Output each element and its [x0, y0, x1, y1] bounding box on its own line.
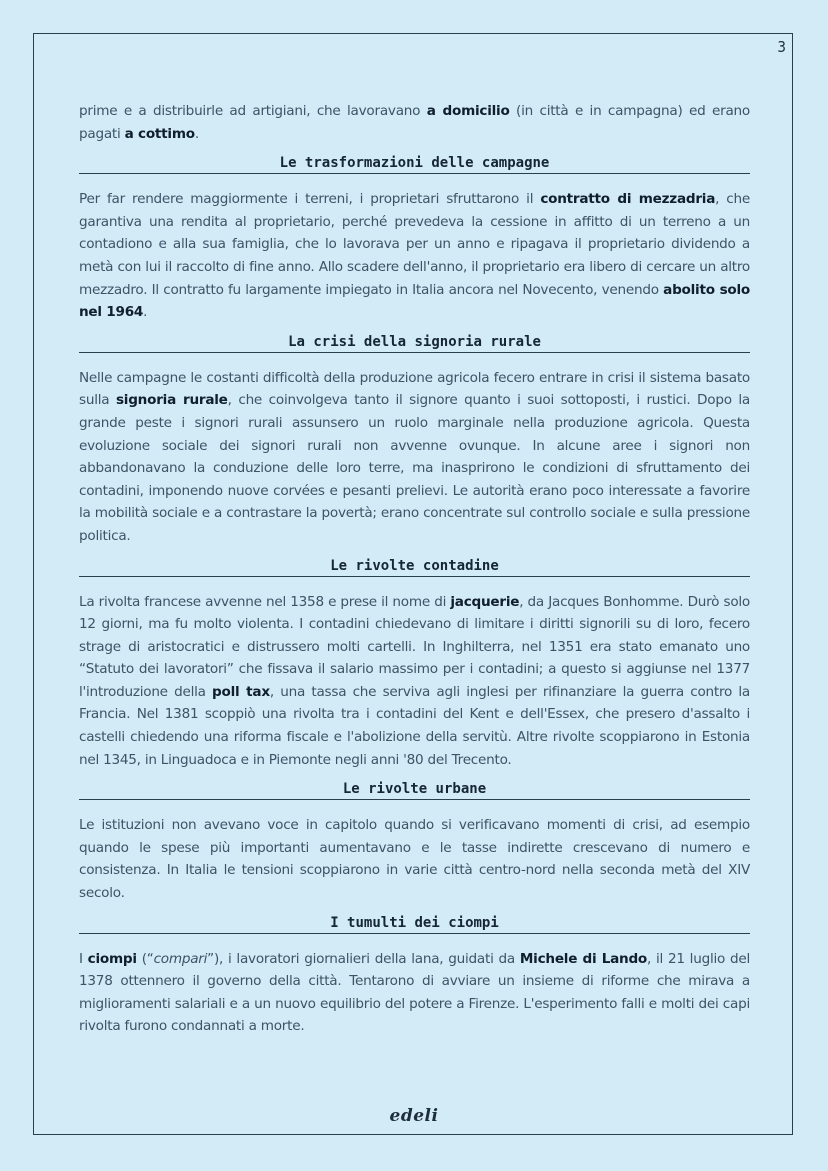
bold-term: Michele di Lando [519, 950, 648, 967]
bold-term: a domicilio [426, 103, 510, 119]
section-heading: La crisi della signoria rurale [79, 334, 750, 353]
intro-paragraph [79, 100, 750, 145]
section-paragraph [79, 814, 750, 904]
text-run: . [194, 125, 199, 142]
text-run: , che garantiva una rendita al proprietario, perché prevedeva la cessione in affitto di un terreno a un contadiono e alla sua famiglia, che lo lavorava per un anno e ripagava il proprietario dividendo a metà con lui il raccolto di fine anno. Allo scadere dell'anno, il proprietario era libero di cercare un altro mezzadro. Il contratto fu largamente impiegato in Italia ancora nel Novecento, venendo [79, 191, 750, 298]
italic-term: compari [153, 950, 208, 967]
bold-term: signoria rurale [115, 392, 228, 409]
text-run: , il 21 luglio del 1378 ottennero il governo della città. Tentarono di avviare un insieme di riforme che mirava a miglioramenti salariali e a un nuovo equilibrio del potere a Firenze. L'esperimento falli e molti dei capi rivolta furono condannati a morte. [79, 950, 750, 1035]
text-run: . [143, 304, 148, 321]
text-run: La rivolta francese avvenne nel 1358 e prese il nome di [79, 593, 451, 610]
text-run: (in città e in campagna) ed erano pagati [79, 103, 750, 142]
text-run: ”), i lavoratori giornalieri della lana, guidati da [207, 950, 520, 967]
section-paragraph [79, 948, 750, 1038]
section-paragraph [79, 367, 750, 548]
bold-term: a cottimo [124, 125, 195, 142]
section-heading: Le rivolte urbane [79, 781, 750, 800]
section-contadine [79, 558, 750, 772]
bold-term: abolito solo nel 1964 [79, 281, 750, 321]
text-run: , da Jacques Bonhomme. Durò solo 12 giorni, ma fu molto violenta. I contadini chiedevano di limitare i diritti signorili su di loro, fecero strage di aristocratici e distrussero molti cartelli. In Inghilterra, nel 1351 era stato emanato uno “Statuto dei lavoratori” che fissava il salario massimo per i contadini; a questo si aggiunse nel 1377 l'introduzione della [79, 593, 750, 700]
author-signature: edeli [389, 1106, 439, 1126]
text-run: , che coinvolgeva tanto il signore quanto i suoi sottoposti, i rustici. Dopo la grande peste i signori rurali assunsero un ruolo marginale nella produzione agricola. Questa evoluzione sociale dei signori rurali non avvenne ovunque. In alcune aree i signori non abbandonavano la conduzione delle loro terre, ma inasprirono le condizioni di sfruttamento dei contadini, imponendo nuove corvées e pesanti prelievi. Le autorità erano poco interessate a favorire la mobilità sociale e a contrastare la povertà; erano concentrate sul controllo sociale e sulla pressione politica. [79, 392, 750, 544]
section-campagne [79, 155, 750, 324]
text-run: , una tassa che serviva agli inglesi per rifinanziare la guerra contro la Francia. Nel 1381 scoppiò una rivolta tra i contadini del Kent e dell'Essex, che presero d'assalto i castelli chiedendo una riforma fiscale e l'abolizione della servitù. Altre rivolte scoppiarono in Estonia nel 1345, in Linguadoca e in Piemonte negli anni '80 del Trecento. [79, 683, 750, 768]
text-run: Per far rendere maggiormente i terreni, i proprietari sfruttarono il [79, 191, 541, 208]
section-paragraph [79, 188, 750, 324]
section-signoria [79, 334, 750, 548]
text-run: prime e a distribuirle ad artigiani, che lavoravano [79, 103, 427, 119]
section-heading: Le trasformazioni delle campagne [79, 155, 750, 174]
text-run: Le istituzioni non avevano voce in capitolo quando si verificavano momenti di crisi, ad esempio quando le spese più importanti aumentavano e le tasse indirette crescevano di numero e consistenza. In Italia le tensioni scoppiarono in varie città centro-nord nella seconda metà del XIV secolo. [79, 817, 750, 902]
bold-term: jacquerie [450, 593, 520, 610]
section-ciompi [79, 915, 750, 1038]
bold-term: contratto di mezzadria [540, 191, 716, 208]
text-run: I [79, 950, 88, 967]
section-urbane [79, 781, 750, 904]
bold-term: poll tax [212, 683, 270, 700]
section-heading: Le rivolte contadine [79, 558, 750, 577]
bold-term: ciompi [87, 950, 137, 967]
page-number: 3 [777, 38, 786, 56]
document-content [79, 100, 750, 1038]
text-run: (“ [136, 950, 154, 967]
section-heading: I tumulti dei ciompi [79, 915, 750, 934]
text-run: Nelle campagne le costanti difficoltà della produzione agricola fecero entrare in crisi il sistema basato sulla [79, 369, 750, 409]
section-paragraph [79, 591, 750, 772]
